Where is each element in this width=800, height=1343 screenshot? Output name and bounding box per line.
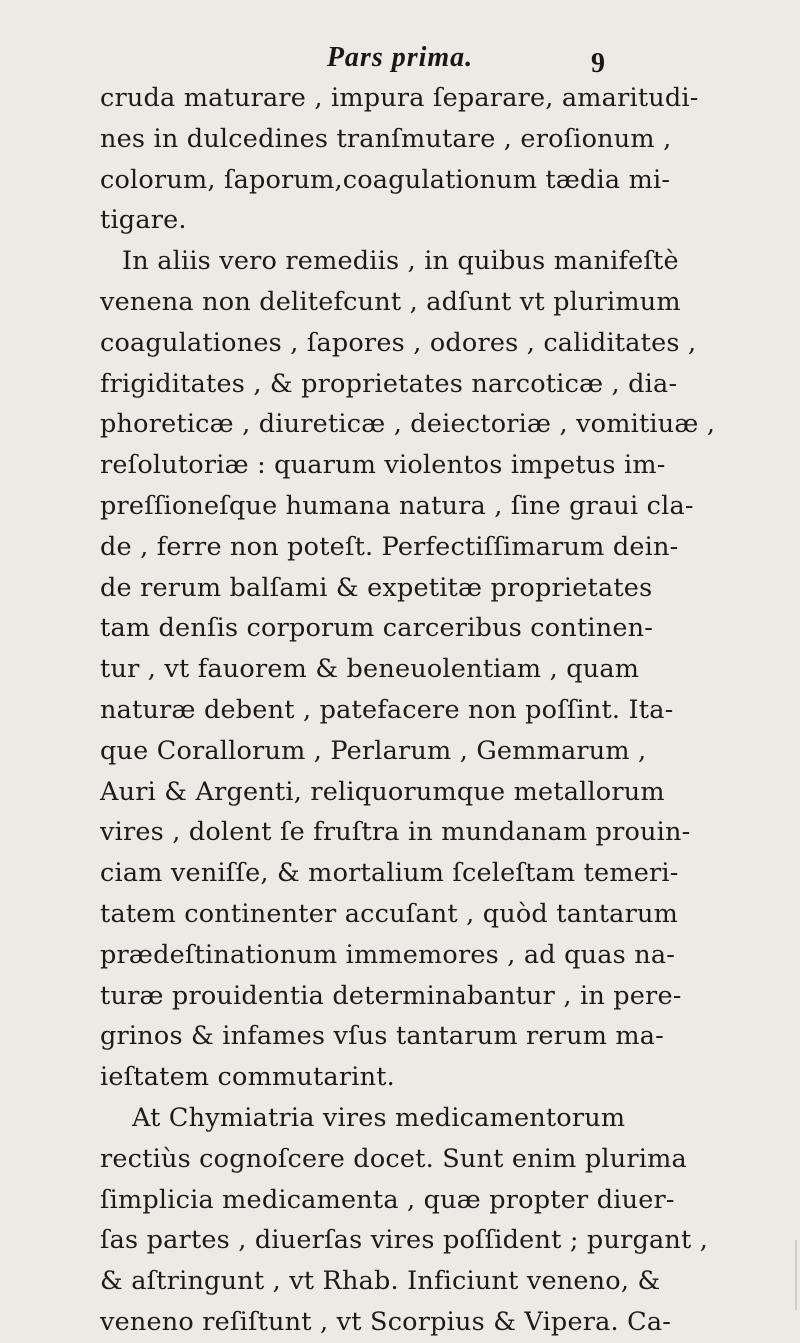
text-line: ieſtatem commutarint. <box>100 1062 395 1093</box>
text-line: reſolutoriæ : quarum violentos impetus im- <box>100 450 666 481</box>
text-line: tam denſis corporum carceribus continen- <box>100 613 654 644</box>
text-line: veneno reſiſtunt , vt Scorpius & Vipera. Ca- <box>100 1306 672 1337</box>
text-line: rectiùs cognoſcere docet. Sunt enim plurima <box>100 1143 687 1174</box>
text-line: que Corallorum , Perlarum , Gemmarum , <box>100 735 647 766</box>
body-text <box>100 78 790 1343</box>
text-line: In aliis vero remediis , in quibus manifeſtè <box>122 246 679 277</box>
text-line: ſas partes , diuerſas vires poſſident ; purgant , <box>100 1225 709 1256</box>
text-line: ſimplicia medicamenta , quæ propter diuer- <box>100 1184 675 1215</box>
text-line: tatem continenter accuſant , quòd tantarum <box>100 898 678 929</box>
text-line: turæ prouidentia determinabantur , in pere- <box>100 980 682 1011</box>
page-edge-mark <box>795 1240 797 1310</box>
text-line: naturæ debent , patefacere non poſſint. Ita- <box>100 694 674 725</box>
text-line: nes in dulcedines tranſmutare , eroſionum , <box>100 123 672 154</box>
text-line: Auri & Argenti, reliquorumque metallorum <box>100 776 665 807</box>
text-line: preſſioneſque humana natura , ſine graui cla- <box>100 490 694 521</box>
text-line: vires , dolent ſe fruſtra in mundanam prouin- <box>100 817 691 848</box>
text-line: prædeſtinationum immemores , ad quas na- <box>100 939 676 970</box>
text-line: tur , vt fauorem & beneuolentiam , quam <box>100 654 640 685</box>
text-line: coagulationes , ſapores , odores , caliditates , <box>100 327 697 358</box>
text-line: venena non delitefcunt , adſunt vt plurimum <box>100 286 681 317</box>
text-line: ciam veniſſe, & mortalium ſceleſtam temeri- <box>100 858 679 889</box>
text-line: cruda maturare , impura ſeparare, amaritudi- <box>100 83 699 113</box>
page-number: 9 <box>591 48 605 79</box>
text-line: grinos & infames vſus tantarum rerum ma- <box>100 1021 664 1052</box>
text-line: & aſtringunt , vt Rhab. Inficiunt veneno, & <box>100 1266 661 1297</box>
text-line: colorum, ſaporum,coagulationum tædia mi- <box>100 164 671 195</box>
text-line: tigare. <box>100 205 187 236</box>
text-line: frigiditates , & proprietates narcoticæ , dia- <box>100 368 678 399</box>
text-line: de rerum balſami & expetitæ proprietates <box>100 572 653 603</box>
text-line: de , ferre non poteſt. Perfectiſſimarum dein- <box>100 531 679 562</box>
text-line: At Chymiatria vires medicamentorum <box>132 1102 626 1133</box>
text-line: phoreticæ , diureticæ , deiectoriæ , vomitiuæ , <box>100 409 716 440</box>
running-title: Pars prima. <box>326 42 474 73</box>
